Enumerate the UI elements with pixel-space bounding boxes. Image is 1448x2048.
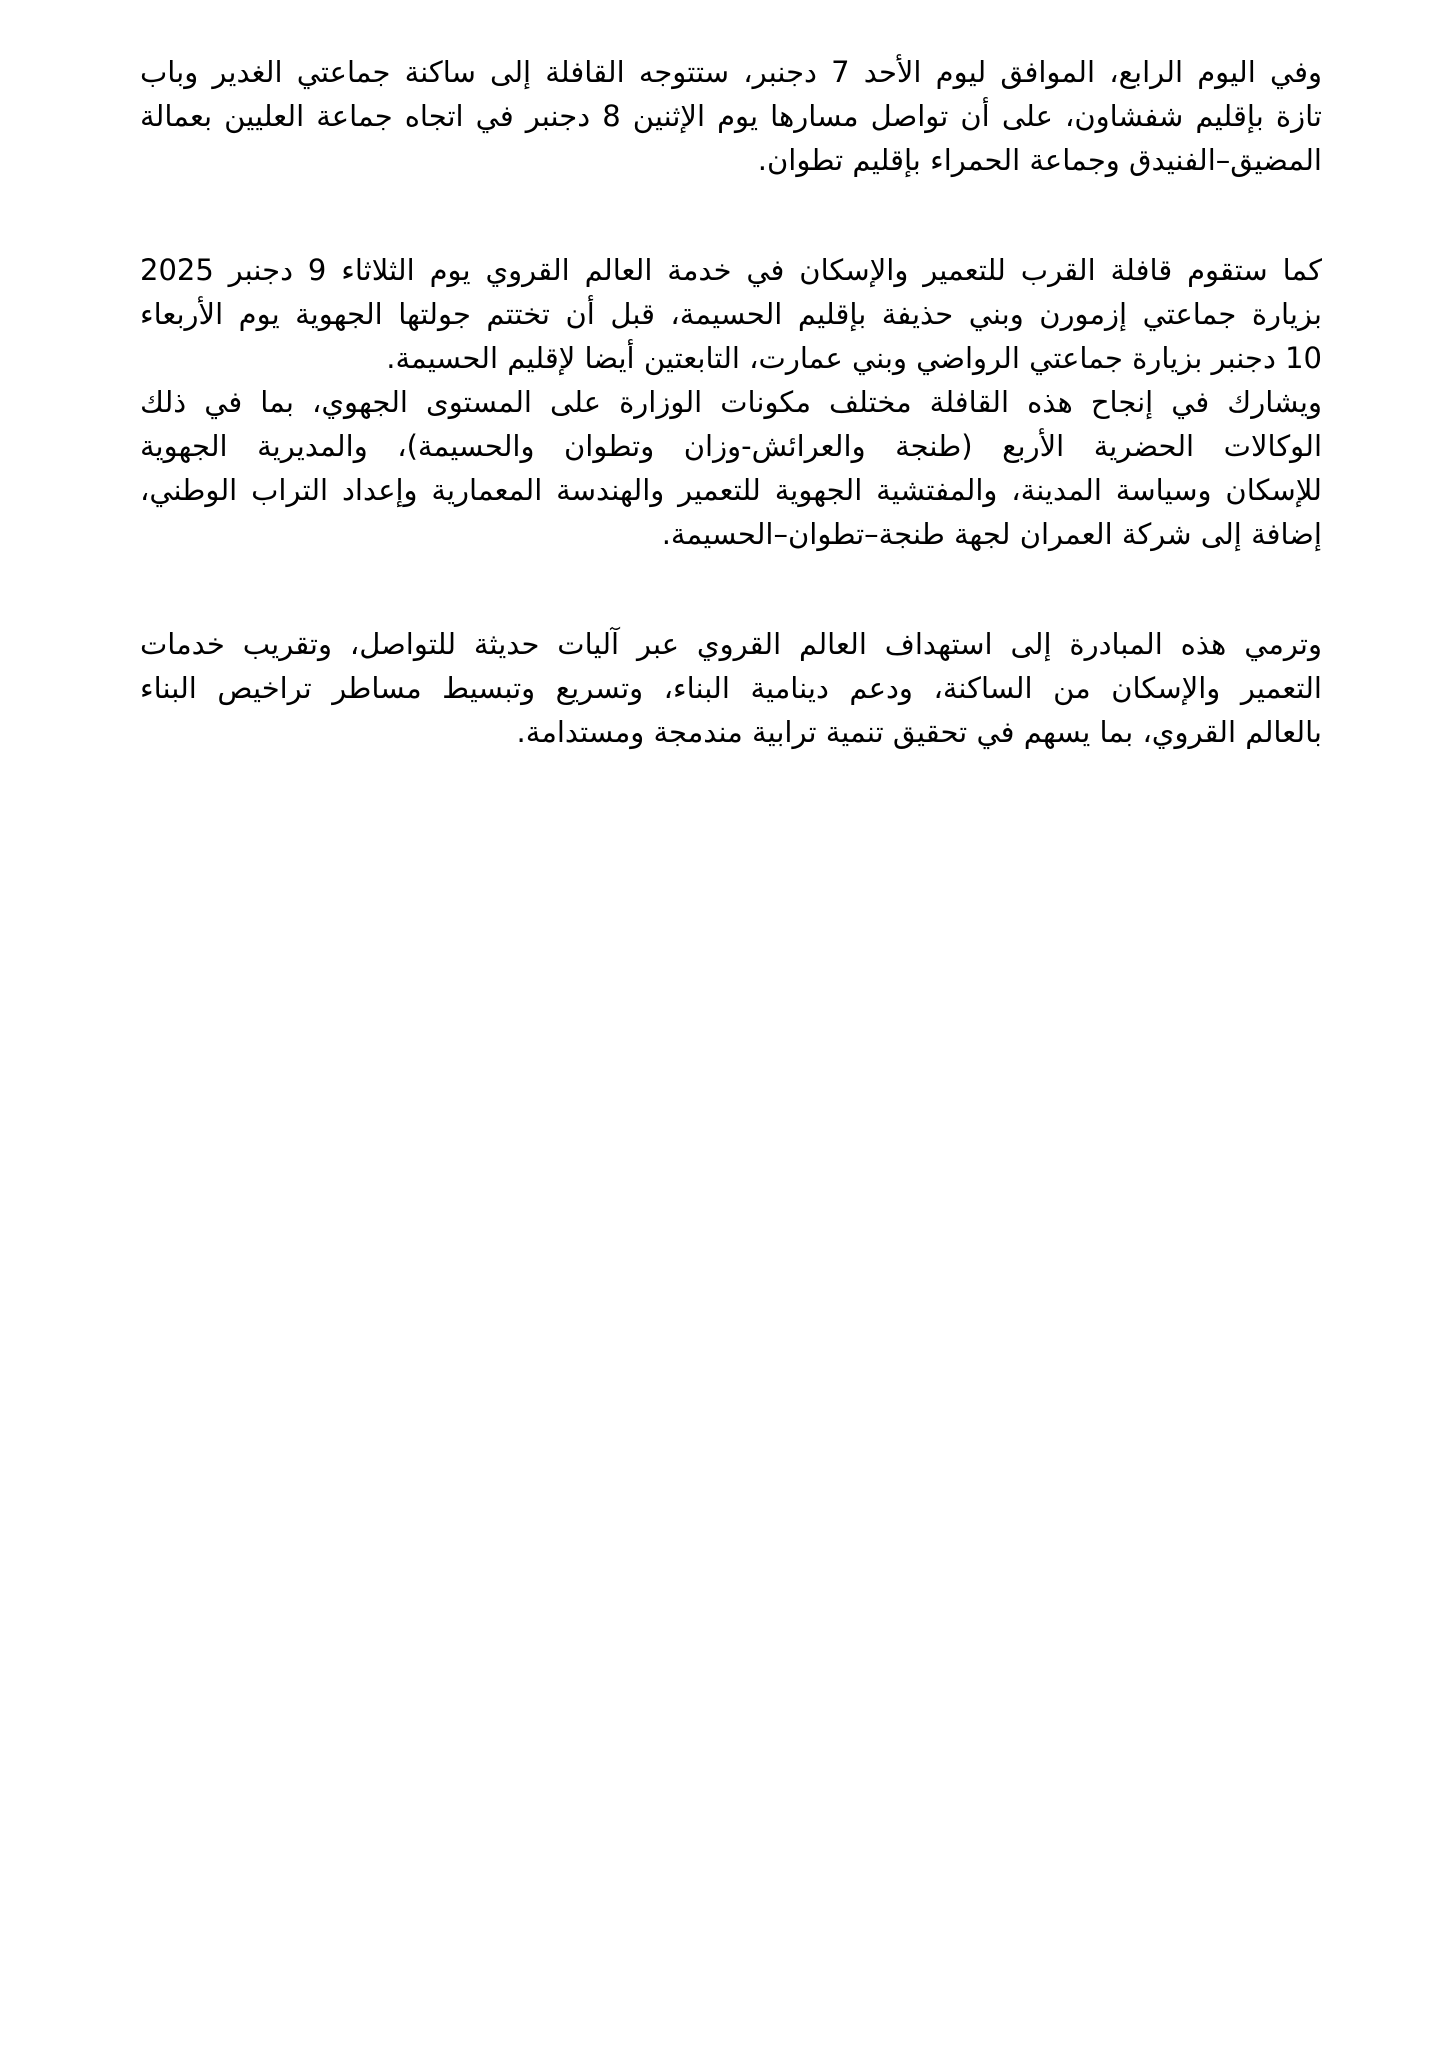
text-line: تازة بإقليم شفشاون، على أن تواصل مسارها يوم الإثنين 8 دجنبر في اتجاه جماعة العليين بعمالة xyxy=(140,99,1322,133)
text-line: بزيارة جماعتي إزمورن وبني حذيفة بإقليم الحسيمة، قبل أن تختتم جولتها الجهوية يوم الأربعاء xyxy=(140,297,1322,331)
text-line: كما ستقوم قافلة القرب للتعمير والإسكان في خدمة العالم القروي يوم الثلاثاء 9 دجنبر 2025 xyxy=(140,253,1322,287)
text-line: إضافة إلى شركة العمران لجهة طنجة–تطوان–الحسيمة. xyxy=(661,517,1322,551)
text-line: الوكالات الحضرية الأربع (طنجة والعرائش-وزان وتطوان والحسيمة)، والمديرية الجهوية xyxy=(140,429,1322,463)
paragraph-al-hoceima-visit xyxy=(140,248,1322,380)
text-line: للإسكان وسياسة المدينة، والمفتشية الجهوية للتعمير والهندسة المعمارية وإعداد التراب الوطني، xyxy=(140,473,1322,507)
paragraph-spacer xyxy=(140,556,1322,622)
text-line: ويشارك في إنجاح هذه القافلة مختلف مكونات الوزارة على المستوى الجهوي، بما في ذلك xyxy=(140,385,1322,419)
text-line: بالعالم القروي، بما يسهم في تحقيق تنمية ترابية مندمجة ومستدامة. xyxy=(516,715,1322,749)
document-body xyxy=(140,50,1322,754)
text-line: 10 دجنبر بزيارة جماعتي الرواضي وبني عمارت، التابعتين أيضا لإقليم الحسيمة. xyxy=(386,341,1322,375)
text-line: وترمي هذه المبادرة إلى استهداف العالم القروي عبر آليات حديثة للتواصل، وتقريب خدمات xyxy=(140,627,1322,661)
paragraph-participants xyxy=(140,380,1322,556)
paragraph-spacer xyxy=(140,182,1322,248)
paragraph-initiative-goals xyxy=(140,622,1322,754)
text-line: وفي اليوم الرابع، الموافق ليوم الأحد 7 دجنبر، ستتوجه القافلة إلى ساكنة جماعتي الغدير وباب xyxy=(140,55,1322,89)
paragraph-day-four xyxy=(140,50,1322,182)
text-line: التعمير والإسكان من الساكنة، ودعم دينامية البناء، وتسريع وتبسيط مساطر تراخيص البناء xyxy=(140,671,1322,705)
text-line: المضيق–الفنيدق وجماعة الحمراء بإقليم تطوان. xyxy=(757,143,1322,177)
